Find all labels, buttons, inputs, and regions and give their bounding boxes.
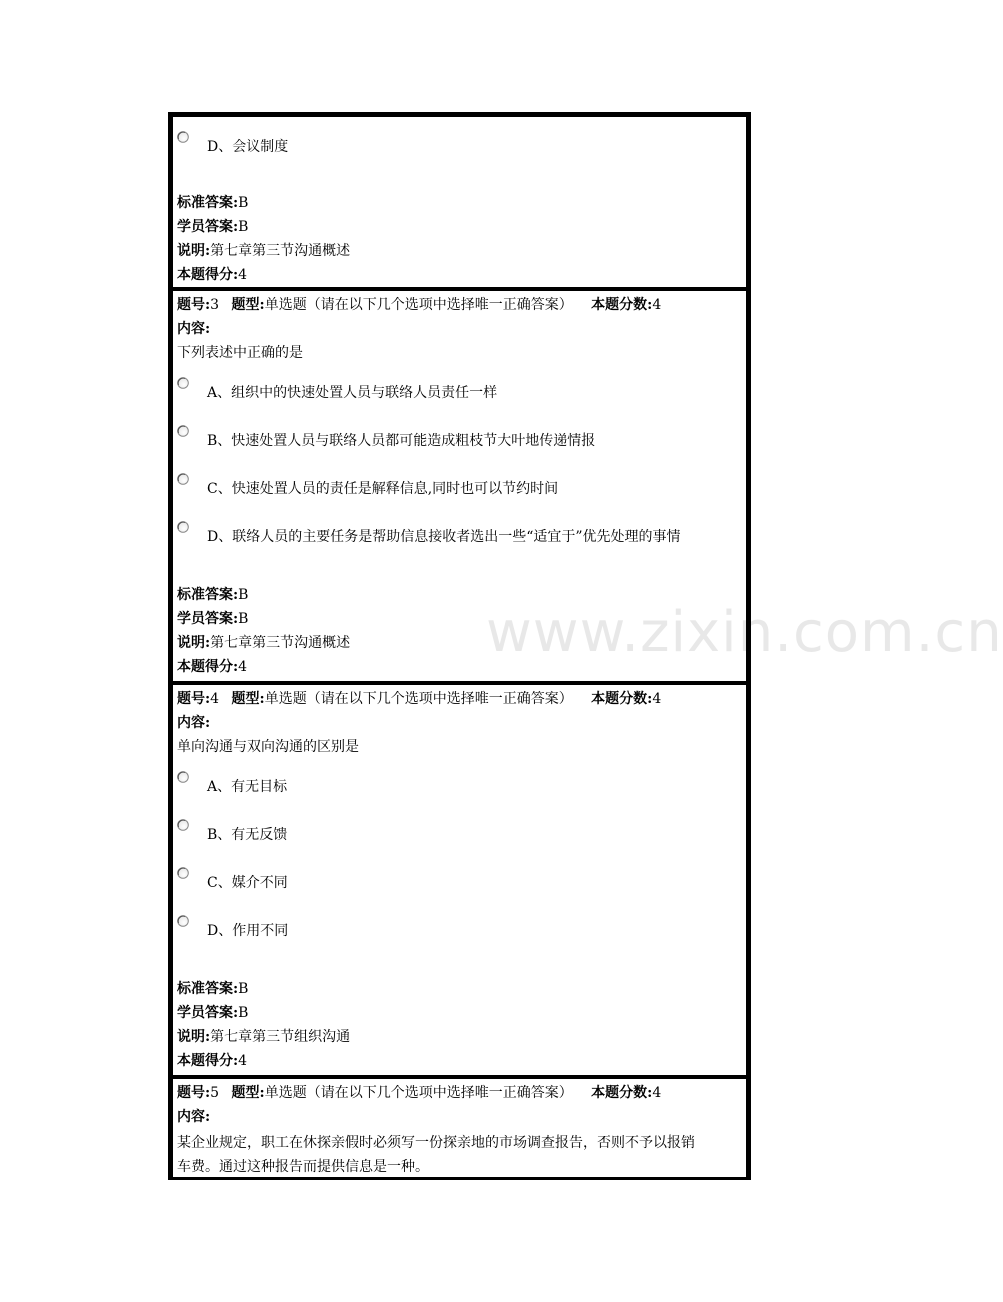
score-label: 本题得分:: [177, 267, 239, 283]
question-type-label: 题型:: [231, 297, 265, 313]
question-stem-line-1: 某企业规定，职工在休探亲假时必须写一份探亲地的市场调查报告，否则不予以报销: [177, 1135, 695, 1151]
question-no-value: 5: [210, 1085, 220, 1101]
student-answer-label: 学员答案:: [177, 219, 239, 235]
standard-answer-value: B: [238, 587, 249, 603]
radio-button-icon[interactable]: [177, 915, 189, 927]
question-no-label: 题号:: [177, 1085, 211, 1101]
radio-button-icon[interactable]: [177, 425, 189, 437]
question-4-block: [172, 684, 747, 1076]
option-label: B、快速处置人员与联络人员都可能造成粗枝节大叶地传递情报: [207, 433, 596, 449]
question-points-label: 本题分数:: [591, 691, 653, 707]
explanation-label: 说明:: [177, 635, 211, 651]
score-value: 4: [238, 659, 248, 675]
standard-answer-label: 标准答案:: [177, 195, 239, 211]
standard-answer-row: [177, 585, 248, 605]
question-5-block: [172, 1078, 747, 1178]
question-header: [177, 1083, 661, 1103]
question-3-block: [172, 290, 747, 682]
radio-button-icon[interactable]: [177, 473, 189, 485]
student-answer-row: [177, 217, 248, 237]
question-stem: 单向沟通与双向沟通的区别是: [177, 739, 359, 755]
radio-button-icon[interactable]: [177, 867, 189, 879]
question-header: [177, 295, 661, 315]
standard-answer-row: [177, 979, 248, 999]
student-answer-row: [177, 1003, 248, 1023]
question-no-value: 3: [210, 297, 220, 313]
question-no-value: 4: [210, 691, 220, 707]
score-row: [177, 657, 247, 677]
question-stem-line-2: 车费。通过这种报告而提供信息是一种。: [177, 1159, 429, 1175]
option-label: D、联络人员的主要任务是帮助信息接收者选出一些“适宜于”优先处理的事情: [207, 529, 681, 545]
radio-button-icon[interactable]: [177, 377, 189, 389]
score-row: [177, 265, 247, 285]
standard-answer-label: 标准答案:: [177, 981, 239, 997]
score-value: 4: [238, 267, 248, 283]
standard-answer-row: [177, 193, 248, 213]
radio-button-icon[interactable]: [177, 131, 189, 143]
question-points-value: 4: [652, 297, 662, 313]
student-answer-value: B: [238, 611, 249, 627]
option-label: A、有无目标: [207, 779, 288, 795]
question-type-value: 单选题（请在以下几个选项中选择唯一正确答案）: [264, 297, 573, 313]
standard-answer-value: B: [238, 195, 249, 211]
explanation-label: 说明:: [177, 1029, 211, 1045]
explanation-row: [177, 633, 350, 653]
score-value: 4: [238, 1053, 248, 1069]
option-label: C、媒介不同: [207, 875, 288, 891]
score-label: 本题得分:: [177, 1053, 239, 1069]
radio-button-icon[interactable]: [177, 771, 189, 783]
option-label: C、快速处置人员的责任是解释信息,同时也可以节约时间: [207, 481, 559, 497]
student-answer-label: 学员答案:: [177, 611, 239, 627]
question-header: [177, 689, 661, 709]
explanation-row: [177, 1027, 350, 1047]
question-points-value: 4: [652, 691, 662, 707]
student-answer-value: B: [238, 1005, 249, 1021]
radio-button-icon[interactable]: [177, 819, 189, 831]
explanation-row: [177, 241, 350, 261]
student-answer-label: 学员答案:: [177, 1005, 239, 1021]
score-label: 本题得分:: [177, 659, 239, 675]
option-label: A、组织中的快速处置人员与联络人员责任一样: [207, 385, 498, 401]
question-points-value: 4: [652, 1085, 662, 1101]
score-row: [177, 1051, 247, 1071]
question-type-label: 题型:: [231, 691, 265, 707]
standard-answer-value: B: [238, 981, 249, 997]
student-answer-row: [177, 609, 248, 629]
content-label: 内容:: [177, 715, 211, 731]
content-label: 内容:: [177, 1109, 211, 1125]
option-label: D、会议制度: [207, 139, 289, 155]
question-stem: 下列表述中正确的是: [177, 345, 303, 361]
standard-answer-label: 标准答案:: [177, 587, 239, 603]
explanation-value: 第七章第三节沟通概述: [210, 243, 351, 259]
explanation-value: 第七章第三节组织沟通: [210, 1029, 351, 1045]
option-label: B、有无反馈: [207, 827, 288, 843]
question-type-value: 单选题（请在以下几个选项中选择唯一正确答案）: [264, 1085, 573, 1101]
explanation-label: 说明:: [177, 243, 211, 259]
question-points-label: 本题分数:: [591, 297, 653, 313]
question-no-label: 题号:: [177, 297, 211, 313]
question-stem: [177, 1131, 749, 1179]
student-answer-value: B: [238, 219, 249, 235]
question-type-label: 题型:: [231, 1085, 265, 1101]
question-2-block: [172, 116, 747, 288]
question-type-value: 单选题（请在以下几个选项中选择唯一正确答案）: [264, 691, 573, 707]
question-points-label: 本题分数:: [591, 1085, 653, 1101]
radio-button-icon[interactable]: [177, 521, 189, 533]
question-no-label: 题号:: [177, 691, 211, 707]
explanation-value: 第七章第三节沟通概述: [210, 635, 351, 651]
option-label: D、作用不同: [207, 923, 289, 939]
content-label: 内容:: [177, 321, 211, 337]
exam-review-table: [168, 112, 751, 1180]
